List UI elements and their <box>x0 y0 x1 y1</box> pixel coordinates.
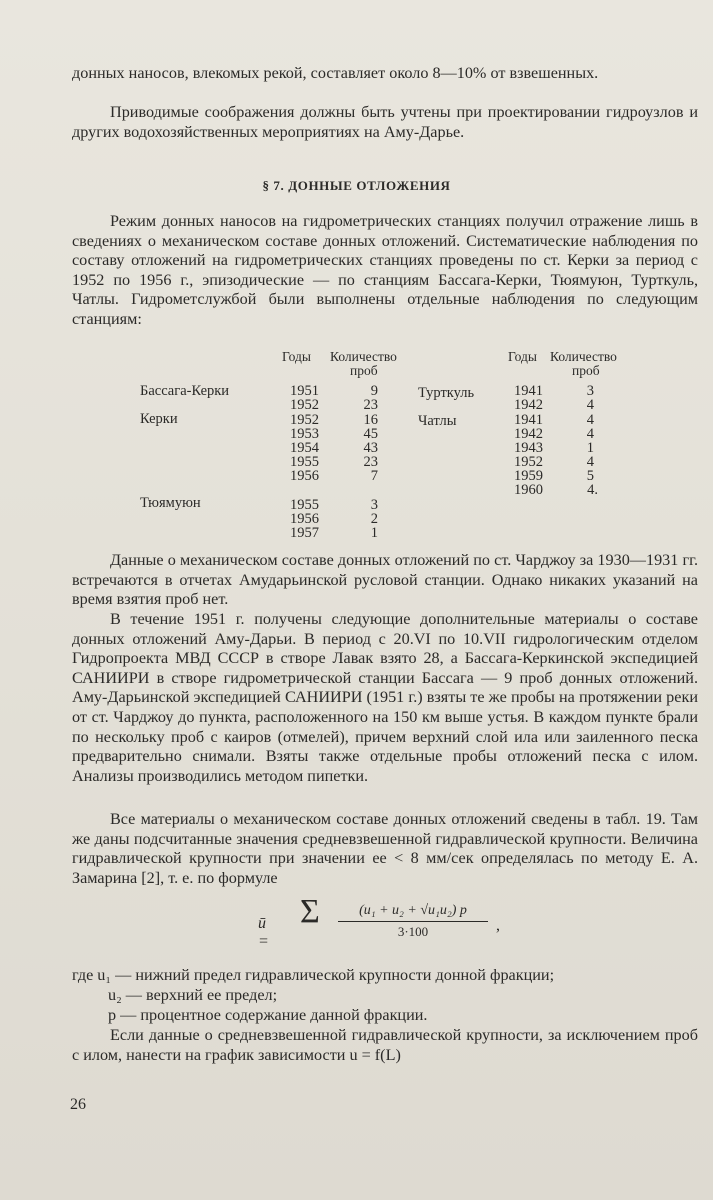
formula-numerator: (u₁ + u₂ + √u₁u₂) p <box>338 903 488 922</box>
table-station: Чатлы <box>418 413 457 429</box>
sum-symbol: Σ <box>300 893 320 930</box>
table-year: 1952 <box>290 397 319 413</box>
table-header-probes: проб <box>350 363 378 378</box>
table-count: 45 <box>363 426 378 442</box>
table-year: 1955 <box>290 454 319 470</box>
table-count: 4. <box>587 482 598 498</box>
table-year: 1954 <box>290 440 319 456</box>
formula-denominator: 3·100 <box>397 924 429 939</box>
paragraph: Если данные о средневзвешенной гидравлической крупности, за исключением проб с илом, нанести на график зависимости u = f(L) <box>72 1026 698 1064</box>
table-header-years: Годы <box>508 349 537 364</box>
table-count: 23 <box>363 454 378 470</box>
section-heading: § 7. ДОННЫЕ ОТЛОЖЕНИЯ <box>262 178 451 193</box>
table-year: 1942 <box>514 426 543 442</box>
table-year: 1953 <box>290 426 319 442</box>
table-year: 1959 <box>514 468 543 484</box>
table-header-count: Количество <box>330 349 397 364</box>
table-count: 5 <box>586 468 594 484</box>
table-year: 1952 <box>290 412 319 428</box>
paragraph: Данные о механическом составе донных отложений по ст. Чарджоу за 1930—1931 гг. встречаются в отчетах Амударьинской русловой станции. Однако никаких указаний на время взятия проб нет. <box>72 551 698 609</box>
table-count: 23 <box>363 397 378 413</box>
table-count: 4 <box>586 426 594 442</box>
table-count: 43 <box>363 440 378 456</box>
table-year: 1942 <box>514 397 543 413</box>
table-count: 1 <box>586 440 594 456</box>
table-year: 1941 <box>514 412 543 428</box>
table-year: 1943 <box>514 440 543 456</box>
table-count: 16 <box>363 412 378 428</box>
paragraph: Все материалы о механическом составе донных отложений сведены в табл. 19. Там же даны подсчитанные значения средневзвешенной гидравлической крупности. Величина гидравлической крупности при значении ее < 8 мм/сек определялась по методу Е. А. Замарина [2], т. е. по формуле <box>72 810 698 887</box>
table-count: 2 <box>370 511 378 527</box>
table-year: 1951 <box>290 383 319 399</box>
table-header-years: Годы <box>282 349 311 364</box>
page-number: 26 <box>70 1096 86 1113</box>
table-count: 4 <box>586 454 594 470</box>
table-count: 3 <box>586 383 594 399</box>
table-year: 1957 <box>290 525 319 541</box>
paragraph-continuation: донных наносов, влекомых рекой, составляет около 8—10% от взвешенных. <box>72 64 599 82</box>
table-station: Бассага-Керки <box>140 383 230 399</box>
table-year: 1955 <box>290 497 319 513</box>
definition-u2: u₂ — верхний ее предел; <box>108 986 278 1004</box>
table-count: 3 <box>370 497 378 513</box>
table-count: 4 <box>586 397 594 413</box>
formula-lhs: ū = <box>258 915 269 950</box>
formula-comma: , <box>496 917 500 934</box>
table-station: Турткуль <box>418 385 475 401</box>
table-year: 1956 <box>290 511 319 527</box>
definition-u1: где u₁ — нижний предел гидравлической крупности донной фракции; <box>72 966 555 984</box>
paragraph: В течение 1951 г. получены следующие дополнительные материалы о составе донных отложений Аму-Дарьи. В период с 20.VI по 10.VII гидрологическим отделом Гидропроекта МВД СССР в створе Лавак взято 28, а Бассага-Керкинской экспедицией САНИИРИ в створе гидрометрической станции Бассага — 9 проб донных отложений. Аму-Дарьинской экспедицией САНИИРИ (1951 г.) взяты те же пробы на протяжении реки от ст. Чарджоу до пункта, расположенного на 150 км выше устья. В каждом пункте брали по нескольку проб с каиров (отмелей), причем верхний слой ила или заиленного песка предварительно снимали. Взяты также отдельные пробы отложений песка с илом. Анализы производились методом пипетки. <box>72 610 698 785</box>
table-count: 1 <box>370 525 378 541</box>
table-station: Тюямуюн <box>140 495 201 511</box>
table-year: 1960 <box>514 482 543 498</box>
table-header-probes: проб <box>572 363 600 378</box>
paragraph: Приводимые соображения должны быть учтены при проектировании гидроузлов и других водохозяйственных мероприятиях на Аму-Дарье. <box>72 103 698 141</box>
table-year: 1952 <box>514 454 543 470</box>
table-header-count: Количество <box>550 349 617 364</box>
table-year: 1941 <box>514 383 543 399</box>
paragraph: Режим донных наносов на гидрометрических станциях получил отражение лишь в сведениях о механическом составе донных отложений. Систематические наблюдения по составу отложений на гидрометрических станциях проведены по ст. Керки за период с 1952 по 1956 г., эпизодические — по станциям Бассага-Керки, Тюямуюн, Турткуль, Чатлы. Гидрометслужбой были выполнены отдельные наблюдения по следующим станциям: <box>72 212 698 328</box>
table-count: 9 <box>370 383 378 399</box>
definition-p: p — процентное содержание данной фракции. <box>108 1006 428 1024</box>
table-count: 7 <box>370 468 378 484</box>
table-count: 4 <box>586 412 594 428</box>
table-station: Керки <box>140 411 178 427</box>
formula-fraction <box>338 903 488 940</box>
table-year: 1956 <box>290 468 319 484</box>
